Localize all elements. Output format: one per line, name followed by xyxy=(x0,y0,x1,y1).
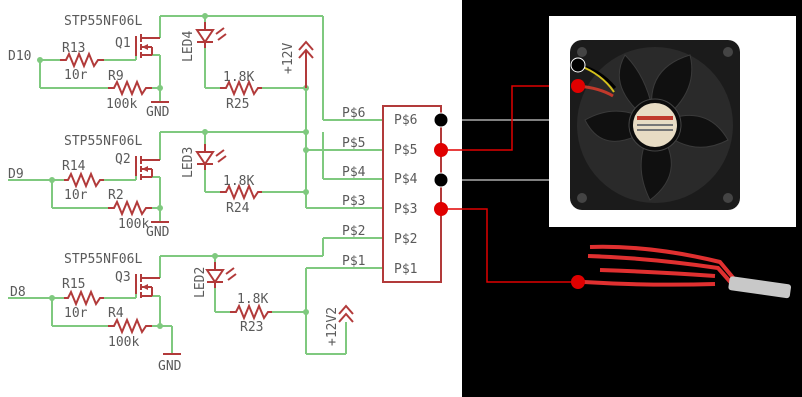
gate-resistor-2-value: 10r xyxy=(64,188,88,203)
supply-label-12v2: +12V2 xyxy=(325,306,340,346)
mosfet-1-part: STP55NF06L xyxy=(64,14,143,29)
pulldown-resistor-3-value: 100k xyxy=(108,335,140,350)
input-2-label: D9 xyxy=(8,167,24,182)
pin-5-label: P$5 xyxy=(394,143,418,158)
pin-6-label-left: P$6 xyxy=(342,106,366,121)
pin-3-dot xyxy=(434,202,448,216)
mosfet-2-ref: Q2 xyxy=(115,152,131,167)
led-resistor-1-ref: R25 xyxy=(226,97,250,112)
pin-1-label: P$1 xyxy=(394,262,418,277)
led-resistor-2-value: 1.8K xyxy=(223,174,255,189)
fan-image xyxy=(549,16,796,227)
fan-ground-dot xyxy=(571,58,585,72)
supply-label-12v: +12V xyxy=(281,42,296,74)
connector-body xyxy=(383,106,441,282)
pin-4-label: P$4 xyxy=(394,172,418,187)
gate-resistor-3-value: 10r xyxy=(64,306,88,321)
ground-label-2: GND xyxy=(146,225,170,240)
input-1-label: D10 xyxy=(8,49,32,64)
pin-3-label: P$3 xyxy=(394,202,418,217)
gate-resistor-2-ref: R14 xyxy=(62,159,86,174)
pin-6-label: P$6 xyxy=(394,113,418,128)
pin-3-label-left: P$3 xyxy=(342,194,366,209)
led-resistor-3-ref: R23 xyxy=(240,320,264,335)
pin-2-label: P$2 xyxy=(394,232,418,247)
mosfet-1-ref: Q1 xyxy=(115,36,131,51)
gate-resistor-1-value: 10r xyxy=(64,68,88,83)
pin-4-dot xyxy=(434,173,448,187)
led-resistor-3-value: 1.8K xyxy=(237,292,269,307)
pulldown-resistor-1-value: 100k xyxy=(106,97,138,112)
pulldown-resistor-2-ref: R2 xyxy=(108,188,124,203)
pulldown-resistor-3-ref: R4 xyxy=(108,306,124,321)
pin-2-label-left: P$2 xyxy=(342,224,366,239)
pulldown-resistor-2-value: 100k xyxy=(118,217,150,232)
pin-5-dot xyxy=(434,143,448,157)
pin-5-label-left: P$5 xyxy=(342,136,366,151)
ground-label-1: GND xyxy=(146,105,170,120)
led-resistor-2-ref: R24 xyxy=(226,201,250,216)
pulldown-resistor-1-ref: R9 xyxy=(108,69,124,84)
led-1-ref: LED4 xyxy=(181,30,196,62)
heater-dot xyxy=(571,275,585,289)
gate-resistor-3-ref: R15 xyxy=(62,277,86,292)
ground-label-3: GND xyxy=(158,359,182,374)
pin-4-label-left: P$4 xyxy=(342,165,366,180)
mosfet-3-ref: Q3 xyxy=(115,270,131,285)
input-3-label: D8 xyxy=(10,285,26,300)
fan-power-dot xyxy=(571,79,585,93)
heater-cartridge xyxy=(571,247,791,299)
gate-resistor-1-ref: R13 xyxy=(62,41,86,56)
pin-6-dot xyxy=(434,113,448,127)
led-3-ref: LED2 xyxy=(193,266,208,298)
led-resistor-1-value: 1.8K xyxy=(223,70,255,85)
mosfet-3-part: STP55NF06L xyxy=(64,252,143,267)
led-2-ref: LED3 xyxy=(181,146,196,178)
mosfet-2-part: STP55NF06L xyxy=(64,134,143,149)
heater-sheath xyxy=(728,276,791,298)
pin-1-label-left: P$1 xyxy=(342,254,366,269)
